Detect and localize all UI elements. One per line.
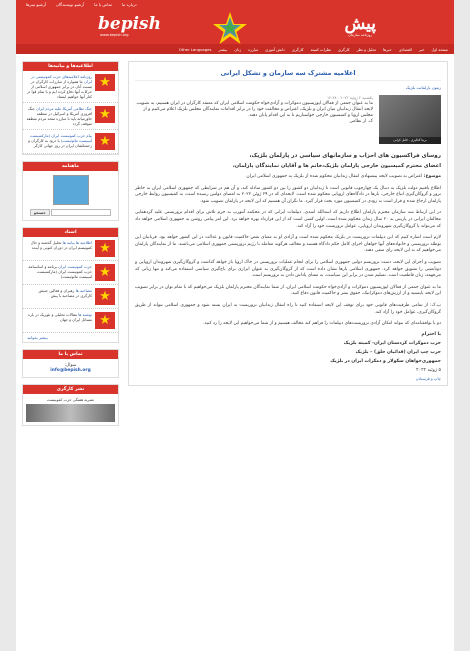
subject-text: اعتراض به تصویب لایحه پیشنهادی انتقال زندانیان محکوم شده از بلژیک به جمهوری اسلامی ایران [246,174,423,179]
documents-widget [22,227,119,343]
body-paragraph-3: لازم است اشاره کنیم که این دیپلمات تروریست در بلژیک محکوم شده است و آزادی او به معنای نقض حاکمیت قانون و عدالت در این کشور خواهد بود. قربانیان این توطئه تروریستی و خانواده‌های آنها خواهان اجرای کامل حکم دادگاه هستند و مخالف هرگونه معامله با رژیم تروریستی جمهوری اسلامی می‌باشند. ما از نمایندگان پارلمان می‌خواهیم که به این لایحه رای منفی دهند. [135,235,441,254]
star-thumb-icon: ★ [95,133,115,150]
nav-more[interactable]: بیشتر [218,46,228,52]
topbar-contact-link[interactable]: تماس با ما [94,2,112,7]
article [128,61,448,386]
announcements-title: اطلاعیه‌ها و بیانیه‌ها [23,62,118,71]
star-thumb-icon: ★ [95,312,115,329]
main-content [128,61,448,386]
article-intro [135,95,441,144]
contact-label: سوال: [64,363,77,368]
regards: با احترام [421,331,441,337]
subject-paragraph [135,174,441,181]
nav-students[interactable]: دانش آموزی [265,46,285,52]
item-link[interactable]: جنگ نظامی آمریکا علیه مردم ایران [36,106,92,111]
logo-english-subtitle: www.bepish.org [100,33,129,37]
logo-persian[interactable]: پیش [344,14,376,34]
star-thumb-icon: ★ [95,106,115,123]
logo-english[interactable]: bepish [98,14,161,34]
nav-committee[interactable]: نظرات کمیته [310,46,332,52]
star-logo-icon [212,11,248,45]
nav-analysis[interactable]: تحلیل و نظر [356,46,377,52]
read-more-link[interactable]: بیشتر بخوانید [27,335,48,340]
body-paragraph-1: اطلاع یافتیم دولت بلژیک به دنبال یک چهارچوب قانونی است تا زندانیان دو کشور را بین دو کشور مبادله کند، و آن هم در شرایطی که جمهوری اسلامی ایران به خاطر ترور و گروگان‌گیری اتباع خارجی، بارها در دادگاه‌های اروپایی محکوم شده است. لایحه‌ای که در ۲۹ ژوئن ۲۰۲۲ به امضای دولتین رسیده است، به کمیسیون روابط خارجی پارلمان ارجاع شده و قرار است به زودی در کمیسیون مورد بحث قرار گیرد. ما نگران آن هستیم که این لایحه در پارلمان تصویب شود. [135,185,441,204]
main-nav [16,44,454,54]
item-text: جنگ افروزی آمریکا و اسرائیل در منطقه خاورمیانه باید با مبارزه متحد مردم منطقه متوقف گردد [26,106,92,126]
page [16,0,454,651]
labor-press-widget [22,384,119,426]
labor-press-body [23,394,118,425]
magazine-body [23,171,118,220]
intro-text [135,95,373,144]
top-bar [16,0,454,9]
documents-title: اسناد [23,228,118,237]
item-text: ما همواره از مبارزات کارگران در نسبت آنان در برابر جمهوری اسلامی از حرکات آنها دفاع کرده ایم و با تمام قوا در کنار آنها خواهیم ایستاد [26,79,92,99]
item-link[interactable]: روزنامه اعلامیه‌های حزب کمونیستی در ایران [31,74,92,84]
print-link[interactable]: چاپ و فرستادن [415,375,441,381]
labor-press-text[interactable]: نشریه هفتگی حزب کمونیست [47,397,94,402]
topbar-archive-link[interactable]: آرشیو تیترها [26,2,47,7]
list-item[interactable] [23,103,118,130]
search-button[interactable]: جستجو [30,209,50,216]
article-date: یکشنبه ۲ ژوئیه ۲۰۲۲ - ۱۲:۴۸ [327,95,373,100]
magazine-title: ماهنامه [23,162,118,171]
nav-home[interactable]: صفحه اول [431,46,448,52]
body-paragraph-7: دو با نوافقنامه‌ای که بتواند امکان آزادی تروریست‌های دیپلمات را فراهم کند مخالف هستیم و از شما می‌خواهیم این لایحه را رد کنید. [203,321,441,327]
nav-news[interactable]: خبر [418,46,425,52]
article-photo [379,95,441,144]
nav-news-list[interactable]: خبرها [383,46,392,52]
intro-paragraph: ما به عنوان جمعی از فعالان اپوزیسیون دموکرات و آزادی‌خواه حکومت اسلامی ایران که معتقد کارگران در ایران هستیم، به تصویب لایحه انتقال زندانیان میان ایران و بلژیک، اعتراض و مخالفت خود را در برابر اقدامات نمایندگان مجلس بلژیک اعلام می‌کنیم و از مجلس اروپا و کمیسیون خارجی خواستاریم تا به این اقدام پایان دهند. [136,101,373,118]
body-paragraph-6: پ.ک: از تمامی ظرفیت‌های قانونی خود برای توقف این لایحه استفاده کنید تا راه انتقال زندانیان تروریست به ایران بسته شود و جمهوری اسلامی نتواند از طریق گروگان‌گیری، عوامل خود را آزاد کند. [135,302,441,315]
signatory-1: حزب دموکرات کردستان ایران- کمیته بلژیک [343,340,441,346]
search-input[interactable] [51,209,111,216]
item-text: رهبران و فعالین جنبش کارگری در مصاحبه با پیش [38,288,92,298]
contact-body [23,359,118,377]
item-link[interactable]: حزب کمونیست ایران [58,264,92,269]
article-title[interactable]: اعلامیه مشترک سه سازمان و تشکل ایرانی [135,66,441,81]
labor-press-title: نشر کارگری [23,385,118,394]
item-link[interactable]: پیام حزب کمونیست ایران (مارکسیست لنینیست مائوئیست) [30,133,92,143]
intro-signature: ک. ار نظامی [349,119,373,124]
star-thumb-icon: ★ [95,264,115,281]
list-item[interactable] [23,237,118,261]
star-thumb-icon: ★ [95,74,115,91]
list-item[interactable] [23,285,118,309]
article-headline: روسای فراکسیون های احزاب و سازمانهای سیاسی در پارلمان بلژیک، [249,153,441,159]
topbar-about-link[interactable]: درباره ما [121,2,137,7]
nav-women[interactable]: زنان [234,46,242,52]
star-thumb-icon: ★ [95,288,115,305]
labor-press-image[interactable] [26,404,115,422]
nav-struggle[interactable]: مبارزه [248,46,259,52]
signature-date: ۵ ژوئیه ۲۰۲۲ [416,367,441,373]
announcements-widget [22,61,119,155]
nav-economy[interactable]: اقتصادی [398,46,412,52]
item-link[interactable]: اطلاعیه ها بیانیه ها [62,240,92,245]
contact-title: تماس با ما [23,350,118,359]
item-text: برنامه و اساسنامه حزب کمونیست ایران (مارکسیست لنینیست مائوئیست) [28,264,92,279]
topbar-authors-link[interactable]: آرشیو نویسندگان [56,2,85,7]
article-subhead: اعضای محترم کمیسیون خارجی پارلمان بلژیک،خانم ها و آقایان نمایندگان پارلمان، [232,163,441,169]
signatory-2: حزب چپ ایران (فدائیان خلق) – بلژیک [355,349,441,355]
photo-caption: بریتا گدالیزی - کامل کرانی [379,137,441,144]
sidebar [22,61,119,432]
contact-email[interactable]: info@bepish.org [50,368,91,373]
signatory-3: جمهوری‌خواهان سکولار و دمکرات ایران در بلژیک [330,358,441,364]
subject-label: موضوع: [423,174,441,179]
item-text: با درود به کارگران و زحمتکشان ایران در روز جهانی کارگر [28,138,92,148]
list-item[interactable] [23,71,118,103]
body-paragraph-2: در این ارتباط سه سازمان محترم پارلمان اطلاع داریم که اسدالله اسدی، دیپلمات ایرانی که در محکمه آنتورپ به جرم تلاش برای اقدام تروریستی علیه گردهمایی مخالفان ایرانی در پاریس به ۲۰ سال زندان محکوم شده است، اولین کسی است که از این قرارداد بهره خواهد برد. این امر پیامی روشن به جمهوری اسلامی خواهد داد که می‌تواند با گروگان‌گیری شهروندان اروپایی، عوامل تروریست خود را آزاد کند. [135,210,441,229]
list-item[interactable] [23,309,118,333]
item-text: تحلیل گذشته و حال کمونیسم ایران در دوران کنونی و آینده [30,240,92,250]
nav-labor-2[interactable]: کارگری [291,46,304,52]
star-thumb-icon: ★ [95,240,115,257]
list-item[interactable] [23,130,118,154]
item-link[interactable]: نوشته ها [78,312,92,317]
list-item[interactable] [23,261,118,285]
body-paragraph-5: ما به عنوان جمعی از فعالان اپوزیسیون دموکرات و آزادی‌خواه حکومت اسلامی ایران، از شما نمایندگان محترم پارلمان بلژیک می‌خواهیم که با تمام توان در برابر تصویب این لایحه بایستید و از ارزش‌های دموکراتیک، حقوق بشر و حاکمیت قانون دفاع کنید. [135,284,441,297]
item-link[interactable]: مصاحبه ها [75,288,92,293]
article-author[interactable]: زیتون پارلمانت بلژیک [405,85,441,90]
nav-other-languages[interactable]: Other Languages [178,46,212,52]
nav-labor[interactable]: کارگری [338,46,350,52]
magazine-widget [22,161,119,221]
body-paragraph-4: تصویب و اجرای این لایحه، دست تروریسم دولتی جمهوری اسلامی را برای انجام عملیات تروریستی در خاک اروپا باز خواهد گذاشت و گروگان‌گیری شهروندان اروپایی و دوتابعیتی را تشویق خواهد کرد. جمهوری اسلامی بارها نشان داده است که از گروگان‌گیری به عنوان ابزاری برای باج‌گیری سیاسی استفاده می‌کند و تنها زبانی که می‌فهمد، زبان قاطعیت است. تسلیم شدن در برابر این سیاست، به معنای پاداش دادن به تروریسم است. [135,259,441,279]
magazine-cover-image[interactable] [53,175,89,205]
item-text: مقالات تحلیلی و تئوریک در باره مسائل ایران و جهان [27,312,92,322]
site-header [16,0,454,54]
logo-persian-subtitle: روزنامه سازمان [348,33,372,37]
contact-widget [22,349,119,378]
